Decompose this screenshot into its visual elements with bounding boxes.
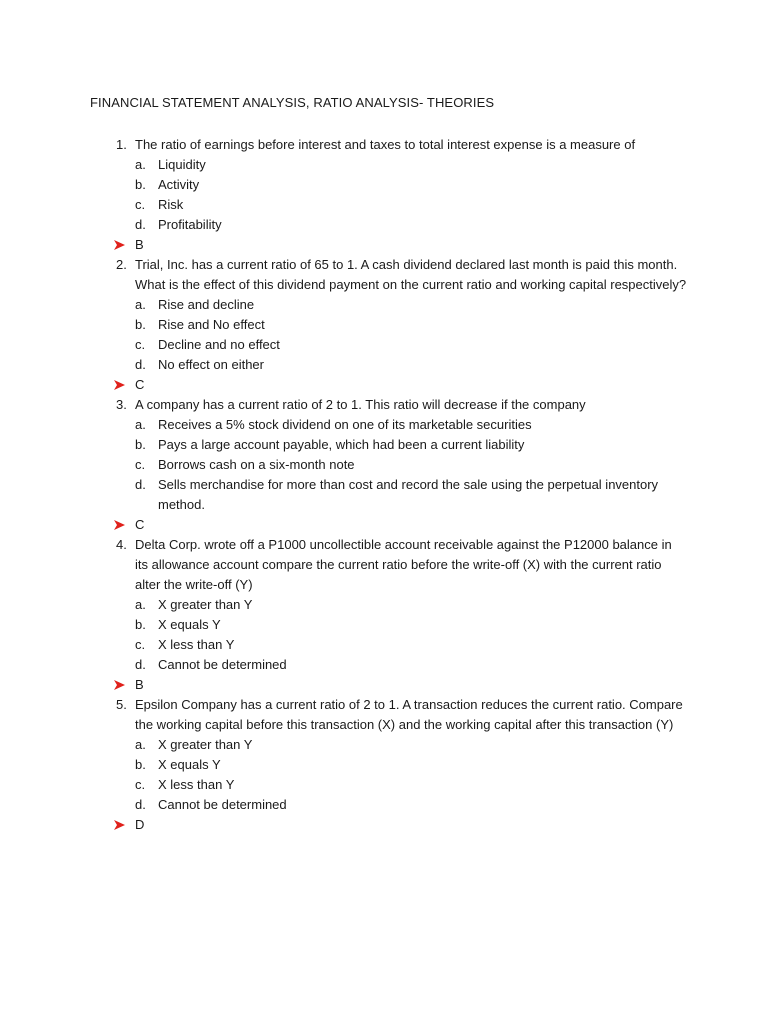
option-list <box>90 155 708 235</box>
answer-line <box>90 675 708 695</box>
option-letter: c. <box>135 337 146 352</box>
option-item <box>135 355 708 375</box>
question-text: Delta Corp. wrote off a P1000 uncollectible account receivable against the P12000 balance in its allowance account compare the current ratio before the write-off (X) with the current ratio alter the write-off (Y) <box>135 537 672 592</box>
option-letter: b. <box>135 617 146 632</box>
question <box>90 135 708 155</box>
option-item <box>135 475 708 515</box>
question <box>90 395 708 415</box>
arrow-bullet-icon <box>90 675 135 695</box>
question-block <box>90 695 708 835</box>
answer-letter: D <box>135 817 145 832</box>
option-text: Liquidity <box>158 157 206 172</box>
option-letter: b. <box>135 317 146 332</box>
option-letter: d. <box>135 357 146 372</box>
option-item <box>135 155 708 175</box>
question-number: 5. <box>116 697 127 712</box>
arrow-bullet-icon <box>90 515 135 535</box>
question-text: Epsilon Company has a current ratio of 2 to 1. A transaction reduces the current ratio. Compare the working capital before this transaction (X) and the working capital after this transaction (Y) <box>135 697 683 732</box>
question <box>90 255 708 295</box>
option-text: Receives a 5% stock dividend on one of its marketable securities <box>158 417 532 432</box>
option-letter: a. <box>135 297 146 312</box>
option-item <box>135 735 708 755</box>
option-letter: c. <box>135 637 146 652</box>
option-text: Profitability <box>158 217 222 232</box>
option-item <box>135 415 708 435</box>
option-text: Cannot be determined <box>158 657 287 672</box>
option-text: X greater than Y <box>158 737 253 752</box>
option-item <box>135 655 708 675</box>
option-letter: a. <box>135 157 146 172</box>
answer-line <box>90 235 708 255</box>
question <box>90 695 708 735</box>
question-text: A company has a current ratio of 2 to 1. This ratio will decrease if the company <box>135 397 586 412</box>
option-text: Borrows cash on a six-month note <box>158 457 355 472</box>
option-letter: c. <box>135 777 146 792</box>
answer-letter: C <box>135 517 145 532</box>
option-item <box>135 595 708 615</box>
option-list <box>90 415 708 515</box>
option-letter: a. <box>135 737 146 752</box>
answer-line <box>90 815 708 835</box>
option-letter: a. <box>135 597 146 612</box>
question-text: The ratio of earnings before interest and taxes to total interest expense is a measure of <box>135 137 636 152</box>
option-item <box>135 335 708 355</box>
option-letter: b. <box>135 757 146 772</box>
question-list <box>90 135 708 835</box>
option-text: Decline and no effect <box>158 337 280 352</box>
option-letter: c. <box>135 457 146 472</box>
option-item <box>135 615 708 635</box>
option-item <box>135 795 708 815</box>
option-item <box>135 215 708 235</box>
option-item <box>135 455 708 475</box>
option-text: X equals Y <box>158 617 221 632</box>
option-text: X less than Y <box>158 637 235 652</box>
question-block <box>90 395 708 535</box>
arrow-bullet-icon <box>90 235 135 255</box>
option-text: Sells merchandise for more than cost and record the sale using the perpetual inventory method. <box>158 477 659 512</box>
question-text: Trial, Inc. has a current ratio of 65 to 1. A cash dividend declared last month is paid this month. What is the effect of this dividend payment on the current ratio and working capital respectively? <box>135 257 687 292</box>
answer-letter: B <box>135 677 144 692</box>
option-item <box>135 775 708 795</box>
answer-letter: B <box>135 237 144 252</box>
question-block <box>90 255 708 395</box>
option-text: Rise and No effect <box>158 317 265 332</box>
option-letter: d. <box>135 477 146 492</box>
option-letter: b. <box>135 177 146 192</box>
option-letter: d. <box>135 797 146 812</box>
answer-letter: C <box>135 377 145 392</box>
question <box>90 535 708 595</box>
document-title: FINANCIAL STATEMENT ANALYSIS, RATIO ANALYSIS- THEORIES <box>90 95 495 110</box>
option-item <box>135 195 708 215</box>
option-text: X greater than Y <box>158 597 253 612</box>
option-item <box>135 755 708 775</box>
option-item <box>135 435 708 455</box>
option-letter: b. <box>135 437 146 452</box>
question-block <box>90 535 708 695</box>
option-item <box>135 635 708 655</box>
option-letter: a. <box>135 417 146 432</box>
answer-line <box>90 515 708 535</box>
option-item <box>135 295 708 315</box>
answer-line <box>90 375 708 395</box>
option-letter: d. <box>135 217 146 232</box>
question-number: 1. <box>116 137 127 152</box>
option-list <box>90 295 708 375</box>
option-text: No effect on either <box>158 357 264 372</box>
option-text: Activity <box>158 177 200 192</box>
question-number: 3. <box>116 397 127 412</box>
arrow-bullet-icon <box>90 815 135 835</box>
question-number: 2. <box>116 257 127 272</box>
option-text: Cannot be determined <box>158 797 287 812</box>
option-list <box>90 735 708 815</box>
option-text: Risk <box>158 197 184 212</box>
option-letter: c. <box>135 197 146 212</box>
option-text: X equals Y <box>158 757 221 772</box>
option-text: Pays a large account payable, which had been a current liability <box>158 437 525 452</box>
option-item <box>135 315 708 335</box>
arrow-bullet-icon <box>90 375 135 395</box>
question-block <box>90 135 708 255</box>
option-text: Rise and decline <box>158 297 255 312</box>
option-letter: d. <box>135 657 146 672</box>
option-item <box>135 175 708 195</box>
option-list <box>90 595 708 675</box>
question-number: 4. <box>116 537 127 552</box>
option-text: X less than Y <box>158 777 235 792</box>
